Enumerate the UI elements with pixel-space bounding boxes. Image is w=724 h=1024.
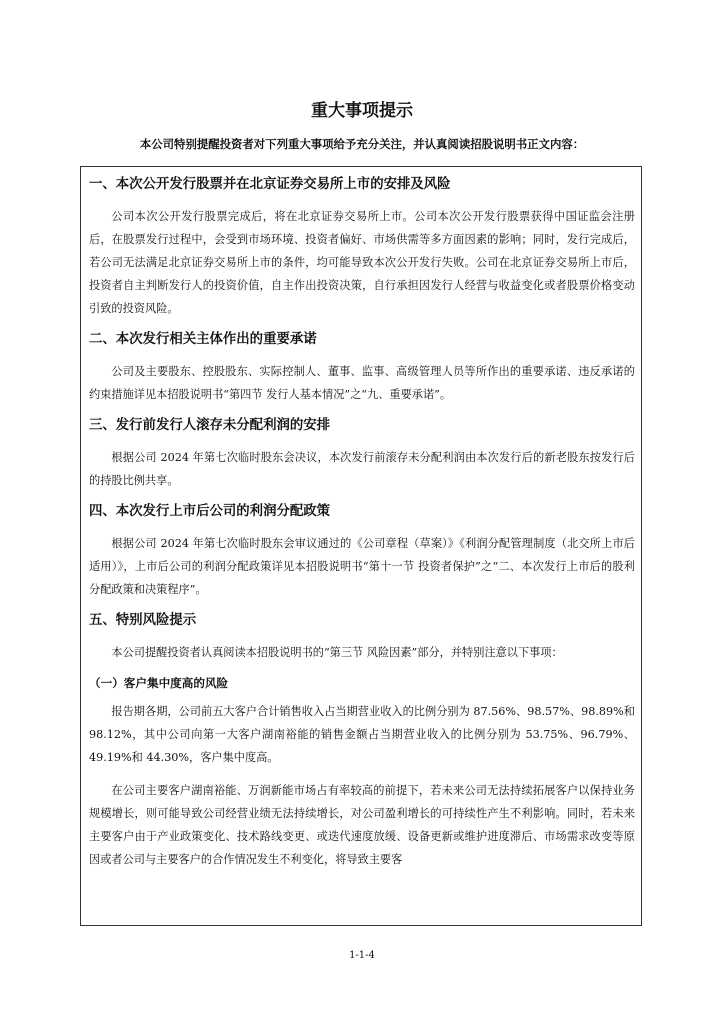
subsection-heading: （一）客户集中度高的风险 xyxy=(89,676,229,690)
section-heading: 二、本次发行相关主体作出的重要承诺 xyxy=(89,332,317,347)
section-heading: 一、本次公开发行股票并在北京证券交易所上市的安排及风险 xyxy=(89,177,451,192)
section-paragraph: 公司本次公开发行股票完成后，将在北京证券交易所上市。公司本次公开发行股票获得中国证监会注册后，在股票发行过程中，会受到市场环境、投资者偏好、市场供需等多方面因素的影响；同时，发行完成后，若公司无法满足北京证券交易所上市的条件，均可能导致本次公开发行失败。公司在北京证券交易所上市后，投资者自主判断发行人的投资价值，自主作出投资决策，自行承担因发行人经营与收益变化或者股票价格变动引致的投资风险。 xyxy=(89,210,635,315)
section-paragraph: 公司及主要股东、控股股东、实际控制人、董事、监事、高级管理人员等所作出的重要承诺、违反承诺的约束措施详见本招股说明书“第四节 发行人基本情况”之“九、重要承诺”。 xyxy=(89,365,635,401)
section-paragraph: 本公司提醒投资者认真阅读本招股说明书的“第三节 风险因素”部分，并特别注意以下事项： xyxy=(111,646,563,659)
section-heading: 三、发行前发行人滚存未分配利润的安排 xyxy=(89,418,331,433)
notice-text: 本公司特别提醒投资者对下列重大事项给予充分关注，并认真阅读招股说明书正文内容： xyxy=(139,137,585,151)
subsection-paragraph: 报告期各期，公司前五大客户合计销售收入占当期营业收入的比例分别为 87.56%、98.57%、98.89%和 98.12%，其中公司向第一大客户湖南裕能的销售金额占当期营业收入的比例分别为 53.75%、96.79%、49.19%和 44.30%，客户集中度高。 xyxy=(89,705,635,764)
section-heading: 五、特别风险提示 xyxy=(89,613,197,628)
content-box xyxy=(80,166,642,926)
page-number: 1-1-4 xyxy=(349,950,375,961)
section-paragraph: 根据公司 2024 年第七次临时股东会审议通过的《公司章程（草案）》《利润分配管理制度（北交所上市后适用）》，上市后公司的利润分配政策详见本招股说明书“第十一节 投资者保护”之“二、本次发行上市后的股利分配政策和决策程序”。 xyxy=(89,537,635,596)
section-paragraph: 根据公司 2024 年第七次临时股东会决议，本次发行前滚存未分配利润由本次发行后的新老股东按发行后的持股比例共享。 xyxy=(89,451,635,487)
subsection-paragraph: 在公司主要客户湖南裕能、万润新能市场占有率较高的前提下，若未来公司无法持续拓展客户以保持业务规模增长，则可能导致公司经营业绩无法持续增长，对公司盈利增长的可持续性产生不利影响。同时，若未来主要客户由于产业政策变化、技术路线变更、或迭代速度放缓、设备更新或维护进度滞后、市场需求改变等原因或者公司与主要客户的合作情况发生不利变化，将导致主要客 xyxy=(89,784,635,866)
section-heading: 四、本次发行上市后公司的利润分配政策 xyxy=(89,504,331,519)
page-title: 重大事项提示 xyxy=(311,101,413,121)
